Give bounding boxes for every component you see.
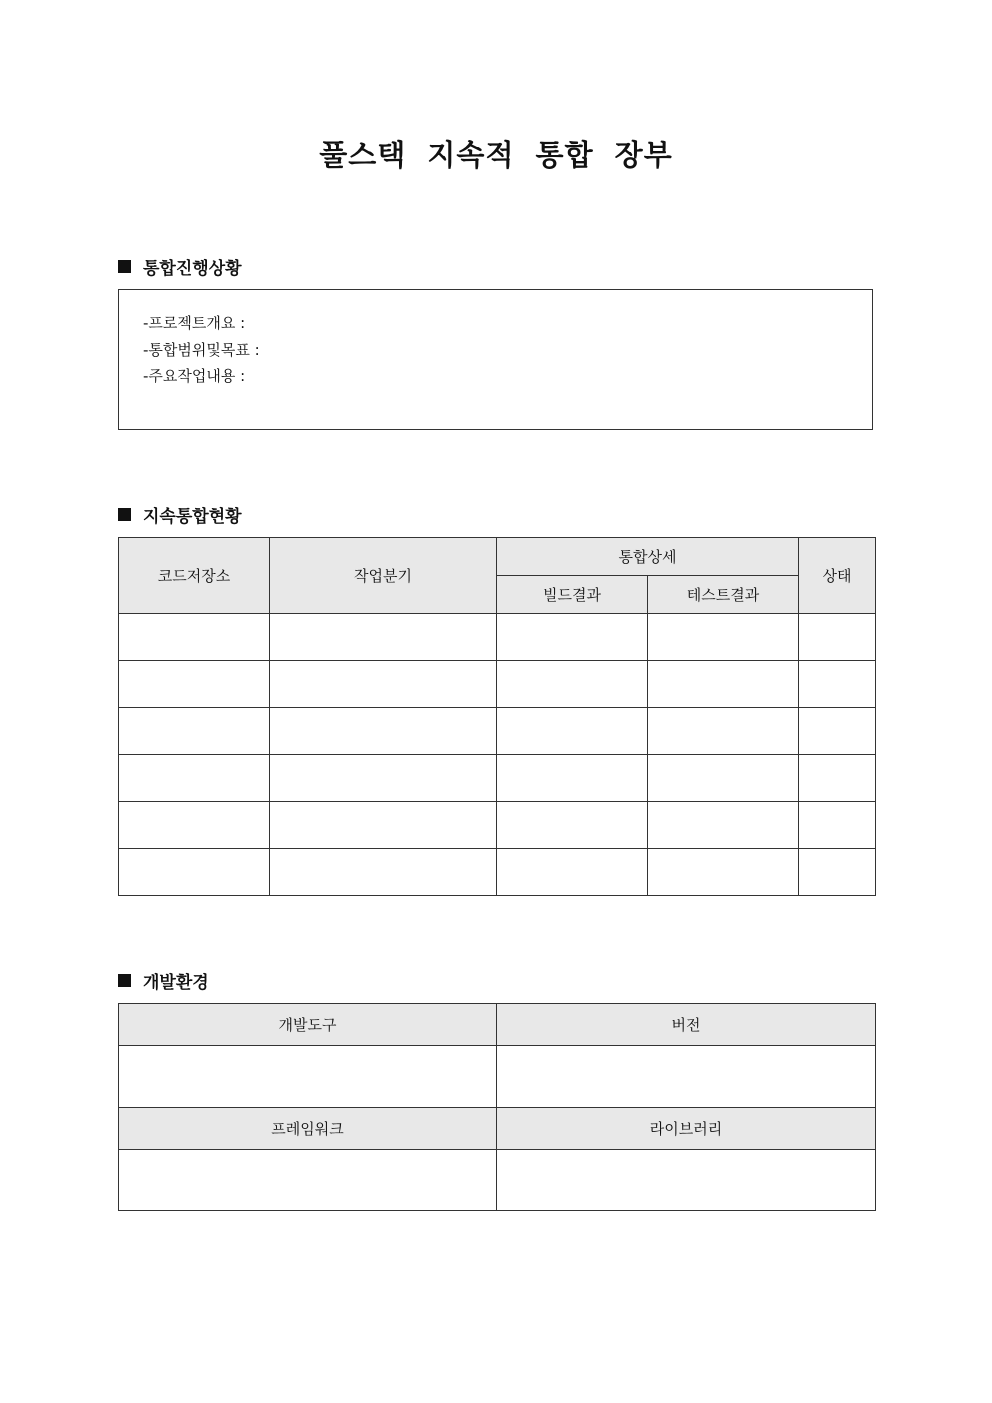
cell-repo[interactable] (119, 755, 270, 802)
cell-framework[interactable] (119, 1150, 497, 1211)
header-build: 빌드결과 (497, 576, 648, 614)
cell-branch[interactable] (270, 755, 497, 802)
cell-library[interactable] (497, 1150, 876, 1211)
cell-test[interactable] (648, 802, 799, 849)
cell-repo[interactable] (119, 708, 270, 755)
cell-status[interactable] (799, 661, 876, 708)
header-library: 라이브러리 (497, 1108, 876, 1150)
cell-status[interactable] (799, 614, 876, 661)
cell-branch[interactable] (270, 661, 497, 708)
cell-repo[interactable] (119, 614, 270, 661)
cell-test[interactable] (648, 708, 799, 755)
main-tasks-line: -주요작업내용 : (143, 367, 246, 385)
scope-goal-line: -통합범위및목표 : (143, 340, 260, 359)
table-row (119, 849, 876, 896)
square-bullet-icon (118, 508, 131, 521)
dev-env-table (118, 1003, 876, 1211)
cell-branch[interactable] (270, 708, 497, 755)
table-row (119, 661, 876, 708)
cell-build[interactable] (497, 802, 648, 849)
cell-build[interactable] (497, 849, 648, 896)
section-heading-progress (118, 254, 242, 279)
cell-test[interactable] (648, 614, 799, 661)
cell-build[interactable] (497, 661, 648, 708)
table-row (119, 755, 876, 802)
cell-build[interactable] (497, 614, 648, 661)
table-row (119, 708, 876, 755)
document-title: 풀스택 지속적 통합 장부 (319, 138, 673, 172)
header-dev-tool: 개발도구 (119, 1004, 497, 1046)
cell-branch[interactable] (270, 802, 497, 849)
cell-repo[interactable] (119, 802, 270, 849)
cell-branch[interactable] (270, 614, 497, 661)
cell-test[interactable] (648, 755, 799, 802)
header-framework: 프레임워크 (119, 1108, 497, 1150)
cell-repo[interactable] (119, 849, 270, 896)
progress-box[interactable] (118, 289, 873, 430)
header-test: 테스트결과 (648, 576, 799, 614)
project-overview-line: -프로젝트개요 : (143, 314, 246, 332)
cell-test[interactable] (648, 849, 799, 896)
square-bullet-icon (118, 260, 131, 273)
section-heading-dev-env (118, 968, 209, 993)
header-branch: 작업분기 (270, 538, 497, 614)
section-heading-label: 통합진행상황 (143, 259, 242, 279)
cell-status[interactable] (799, 708, 876, 755)
cell-status[interactable] (799, 802, 876, 849)
cell-branch[interactable] (270, 849, 497, 896)
cell-status[interactable] (799, 849, 876, 896)
cell-repo[interactable] (119, 661, 270, 708)
section-heading-label: 개발환경 (143, 973, 209, 993)
header-version: 버전 (497, 1004, 876, 1046)
cell-test[interactable] (648, 661, 799, 708)
cell-dev-tool[interactable] (119, 1046, 497, 1108)
cell-build[interactable] (497, 755, 648, 802)
header-detail: 통합상세 (497, 538, 799, 576)
cell-status[interactable] (799, 755, 876, 802)
section-heading-label: 지속통합현황 (143, 507, 242, 527)
cell-version[interactable] (497, 1046, 876, 1108)
square-bullet-icon (118, 974, 131, 987)
ci-status-table (118, 537, 876, 896)
header-status: 상태 (799, 538, 876, 614)
table-row (119, 802, 876, 849)
header-repo: 코드저장소 (119, 538, 270, 614)
section-heading-ci-status (118, 502, 242, 527)
cell-build[interactable] (497, 708, 648, 755)
table-row (119, 614, 876, 661)
